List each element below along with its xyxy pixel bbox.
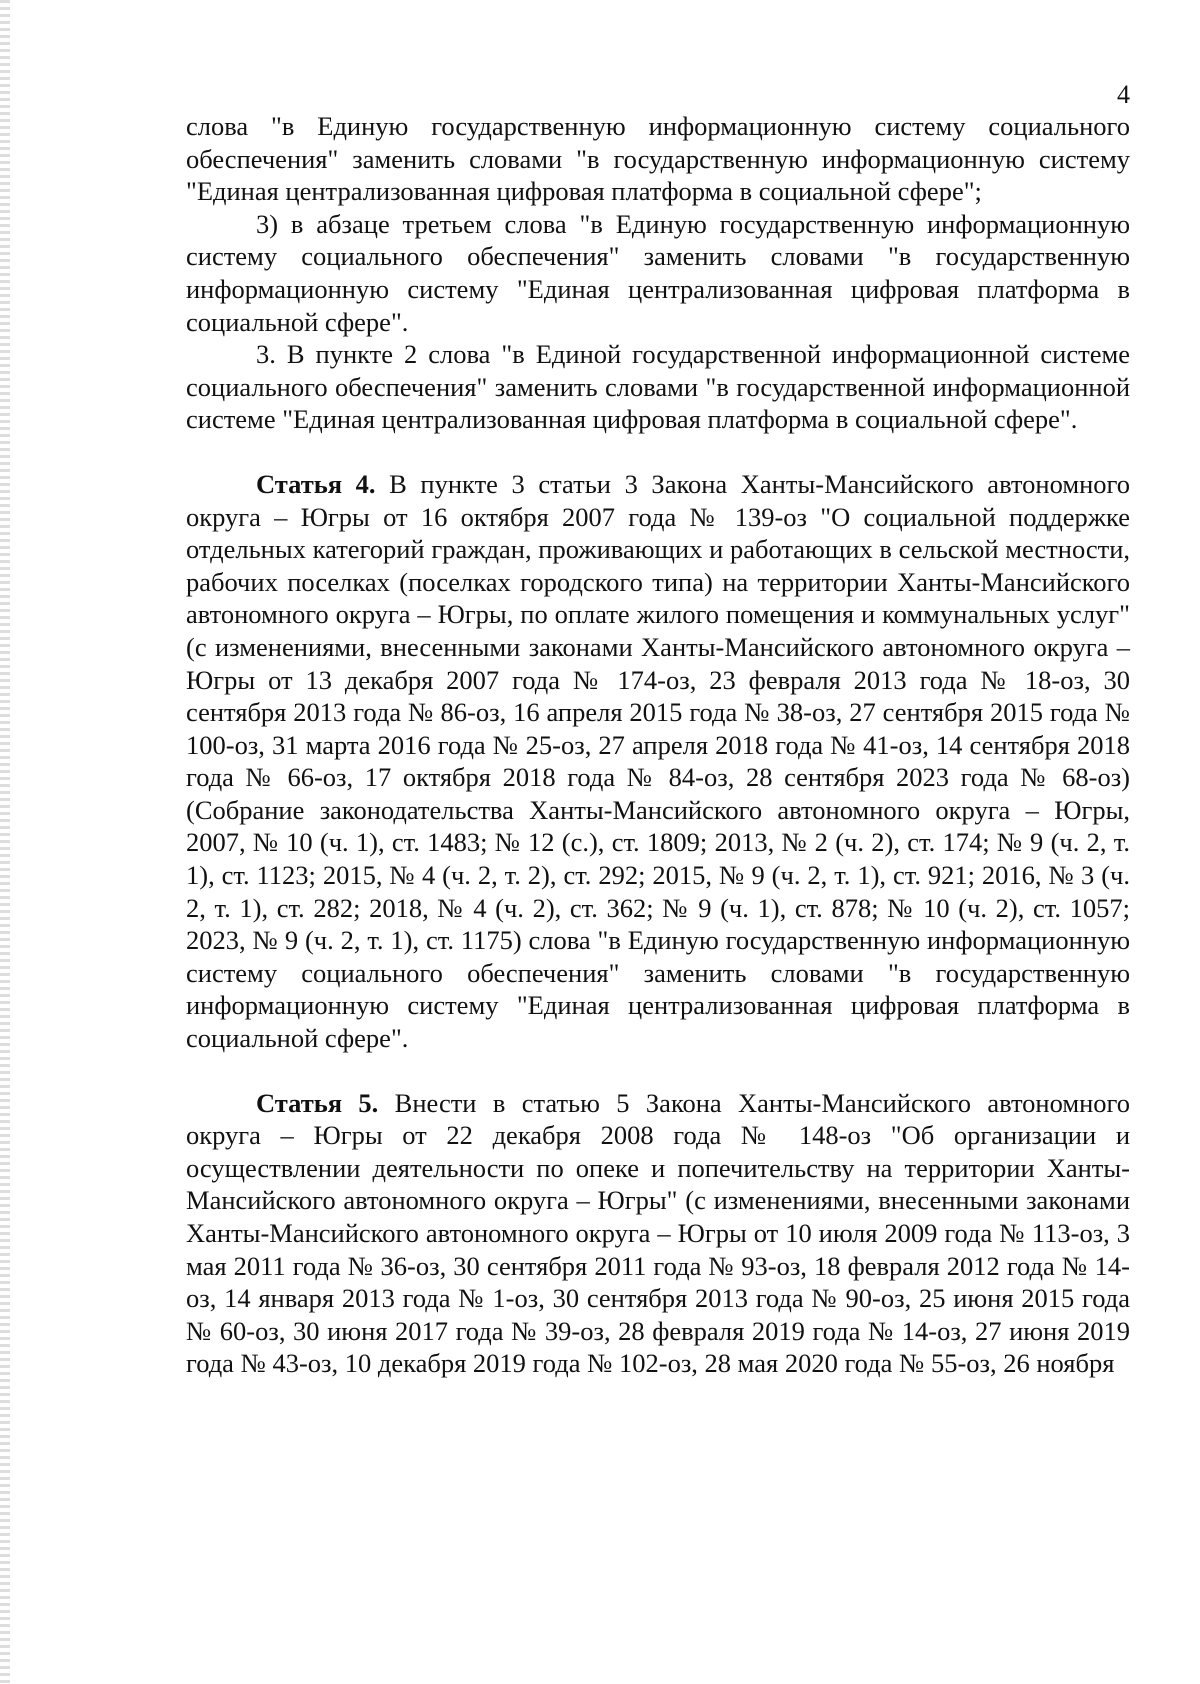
article-5-text: Внести в статью 5 Закона Ханты-Мансийского автономного округа – Югры от 22 декабря 2008 года № 148-оз "Об организации и осуществлении деятельности по опеке и попечительству на территории Ханты-Мансийского автономного округа – Югры" (с изменениями, внесенными законами Ханты-Мансийского автономного округа – Югры от 10 июля 2009 года № 113-оз, 3 мая 2011 года № 36-оз, 30 сентября 2011 года № 93-оз, 18 февраля 2012 года № 14-оз, 14 января 2013 года № 1-оз, 30 сентября 2013 года № 90-оз, 25 июня 2015 года № 60-оз, 30 июня 2017 года № 39-оз, 28 февраля 2019 года № 14-оз, 27 июня 2019 года № 43-оз, 10 декабря 2019 года № 102-оз, 28 мая 2020 года № 55-оз, 26 ноября bbox=[186, 1087, 1131, 1379]
paragraph-continuation: слова "в Единую государственную информационную систему социального обеспечения" заменить словами "в государственную информационную систему "Единая централизованная цифровая платформа в социальной сфере"; bbox=[186, 111, 1130, 207]
article-4-text: В пункте 3 статьи 3 Закона Ханты-Мансийского автономного округа – Югры от 16 октября 2007 года № 139-оз "О социальной поддержке отдельных категорий граждан, проживающих и работающих в сельской местности, рабочих поселках (поселках городского типа) на территории Ханты-Мансийского автономного округа – Югры, по оплате жилого помещения и коммунальных услуг" (с изменениями, внесенными законами Ханты-Мансийского автономного округа – Югры от 13 декабря 2007 года № 174-оз, 23 февраля 2013 года № 18-оз, 30 сентября 2013 года № 86-оз, 16 апреля 2015 года № 38-оз, 27 сентября 2015 года № 100-оз, 31 марта 2016 года № 25-оз, 27 апреля 2018 года № 41-оз, 14 сентября 2018 года № 66-оз, 17 октября 2018 года № 84-оз, 28 сентября 2023 года № 68-оз) (Собрание законодательства Ханты-Мансийского автономного округа – Югры, 2007, № 10 (ч. 1), ст. 1483; № 12 (с.), ст. 1809; 2013, № 2 (ч. 2), ст. 174; № 9 (ч. 2, т. 1), ст. 1123; 2015, № 4 (ч. 2, т. 2), ст. 292; 2015, № 9 (ч. 2, т. 1), ст. 921; 2016, № 3 (ч. 2, т. 1), ст. 282; 2018, № 4 (ч. 2), ст. 362; № 9 (ч. 1), ст. 878; № 10 (ч. 2), ст. 1057; 2023, № 9 (ч. 2, т. 1), ст. 1175) слова "в Единую государственную информационную систему социального обеспечения" заменить словами "в государственную информационную систему "Единая централизованная цифровая платформа в социальной сфере". bbox=[186, 468, 1130, 1054]
page-number: 4 bbox=[1117, 80, 1130, 109]
article-4-heading: Статья 4. bbox=[256, 468, 376, 499]
scan-binding-edge bbox=[0, 0, 10, 1684]
article-5-heading: Статья 5. bbox=[256, 1087, 379, 1118]
article-5 bbox=[186, 1087, 1130, 1380]
document-page bbox=[186, 80, 1130, 1380]
paragraph-point-3: 3. В пункте 2 слова "в Единой государственной информационной системе социального обеспечения" заменить словами "в государственной информационной системе "Единая централизованная цифровая платформа в социальной сфере". bbox=[186, 339, 1130, 435]
article-4 bbox=[186, 468, 1130, 1055]
paragraph-item-3: 3) в абзаце третьем слова "в Единую государственную информационную систему социального обеспечения" заменить словами "в государственную информационную систему "Единая централизованная цифровая платформа в социальной сфере". bbox=[186, 208, 1130, 337]
